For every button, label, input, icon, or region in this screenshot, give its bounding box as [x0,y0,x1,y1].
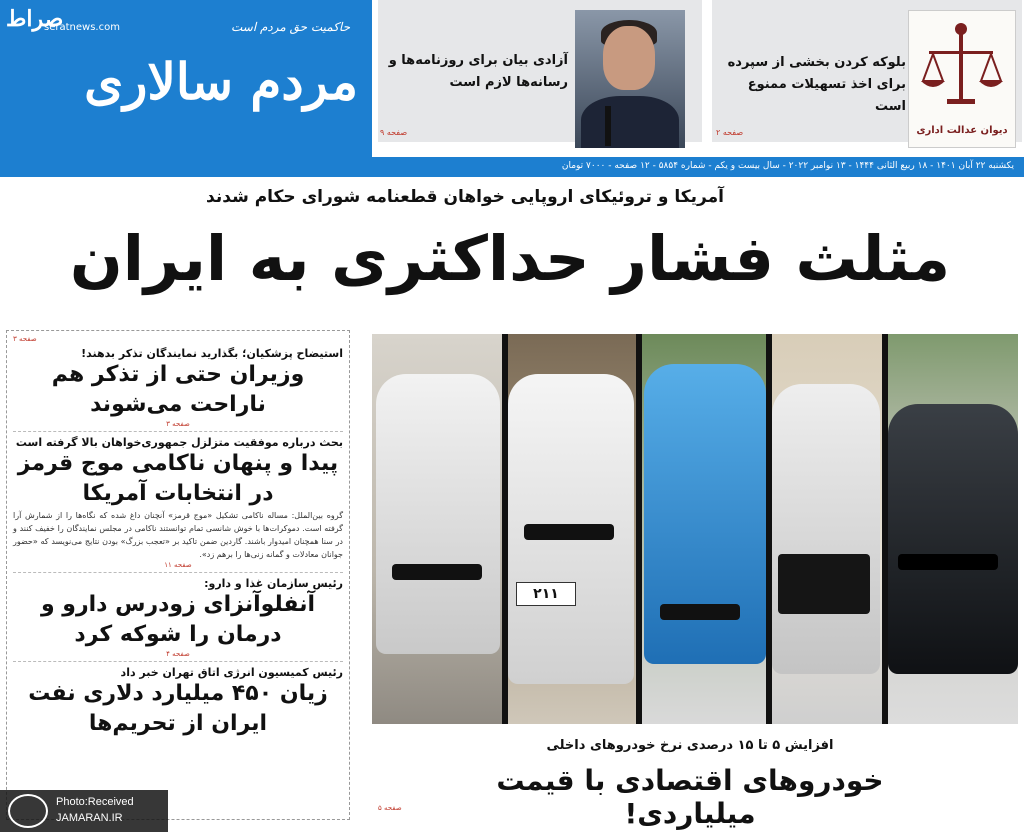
news-headline: زیان ۴۵۰ میلیارد دلاری نفت ایران از تحریم‌ها [28,681,328,736]
site-url: seratnews.com [44,22,120,33]
news-body: گروه بین‌الملل: مساله ناکامی تشکیل «موج قرمز» آنچنان داغ شده که نگاه‌ها را از شمارش آرا گرفته است. دموکرات‌ها با خوش شانسی تمام توانستند ناکامی در مجلس نمایندگان را خفیف کنند و در سنا همچنان امیدوار باشند. گاردین ضمن تاکید بر «تعجب بزرگ» بودن نتایج می‌نویسد که «حضور جوانان معادلات و گمانه زنی‌ها را برهم زد». [13,511,343,559]
newspaper-title: مردم سالاری [84,52,358,111]
news-item[interactable] [13,666,343,739]
masthead-corner-logo: صراط [6,6,64,32]
cars-photo [372,334,1018,724]
page-ref: صفحه ۳ [13,335,37,343]
license-plate: ۲۱۱ [516,582,576,606]
divider [13,661,343,662]
car-story-headline[interactable]: خودروهای اقتصادی با قیمت میلیاردی! [496,764,884,830]
car-story-kicker: افزایش ۵ تا ۱۵ درصدی نرخ خودروهای داخلی [546,738,834,753]
court-emblem-icon [908,10,1016,148]
page-ref: صفحه ۴ [166,650,190,658]
main-kicker: آمریکا و تروئیکای اروپایی خواهان قطعنامه شورای حکام شدند [206,187,724,207]
news-kicker: رئیس سازمان غذا و دارو: [204,577,343,590]
masthead-motto: حاکمیت حق مردم است [231,20,350,34]
emblem-caption: دیوان عدالت اداری [916,125,1008,136]
page-ref: صفحه ۵ [378,804,402,812]
minister-photo [575,10,685,148]
news-item[interactable] [13,347,343,428]
jamaran-logo-icon [8,794,48,828]
divider [13,572,343,573]
photo-source: JAMARAN.IR [56,812,123,824]
teaser-text: آزادی بیان برای روزنامه‌ها و رسانه‌ها لازم است [388,53,568,90]
page-ref: صفحه ۱۱ [164,561,192,569]
date-bar: یکشنبه ۲۲ آبان ۱۴۰۱ - ۱۸ ربیع الثانی ۱۴۴۴ - ۱۳ نوامبر ۲۰۲۲ - سال بیست و یکم - شماره ۵۸۵۴ - ۱۲ صفحه - ۷۰۰۰ تومان [0,157,1024,177]
photo-credit: Photo:Received [56,796,134,808]
page-ref: صفحه ۳ [166,420,190,428]
photo-credit-badge [0,790,168,832]
main-headline[interactable]: مثلث فشار حداکثری به ایران [69,222,951,295]
teaser-text: بلوکه کردن بخشی از سپرده برای اخذ تسهیلات ممنوع است [727,55,906,114]
news-kicker: استیضاح پزشکیان؛ بگذارید نمایندگان تذکر بدهند! [81,347,343,360]
news-kicker: بحث درباره موفقیت متزلزل جمهوری‌خواهان بالا گرفته است [15,436,343,449]
news-headline: وزیران حتی از تذکر هم ناراحت می‌شوند [51,362,305,417]
news-kicker: رئیس کمیسیون انرژی اتاق تهران خبر داد [120,666,343,679]
news-headline: آنفلوآنزای زودرس دارو و درمان را شوکه کرد [40,592,316,647]
news-headline: پیدا و پنهان ناکامی موج قرمز در انتخابات آمریکا [17,451,339,506]
masthead [0,0,372,157]
divider [13,431,343,432]
left-news-column [6,330,350,820]
teaser-page-ref: صفحه ۲ [716,128,744,137]
news-item[interactable] [13,577,343,658]
news-item[interactable] [13,436,343,569]
teaser-page-ref: صفحه ۹ [380,128,408,137]
